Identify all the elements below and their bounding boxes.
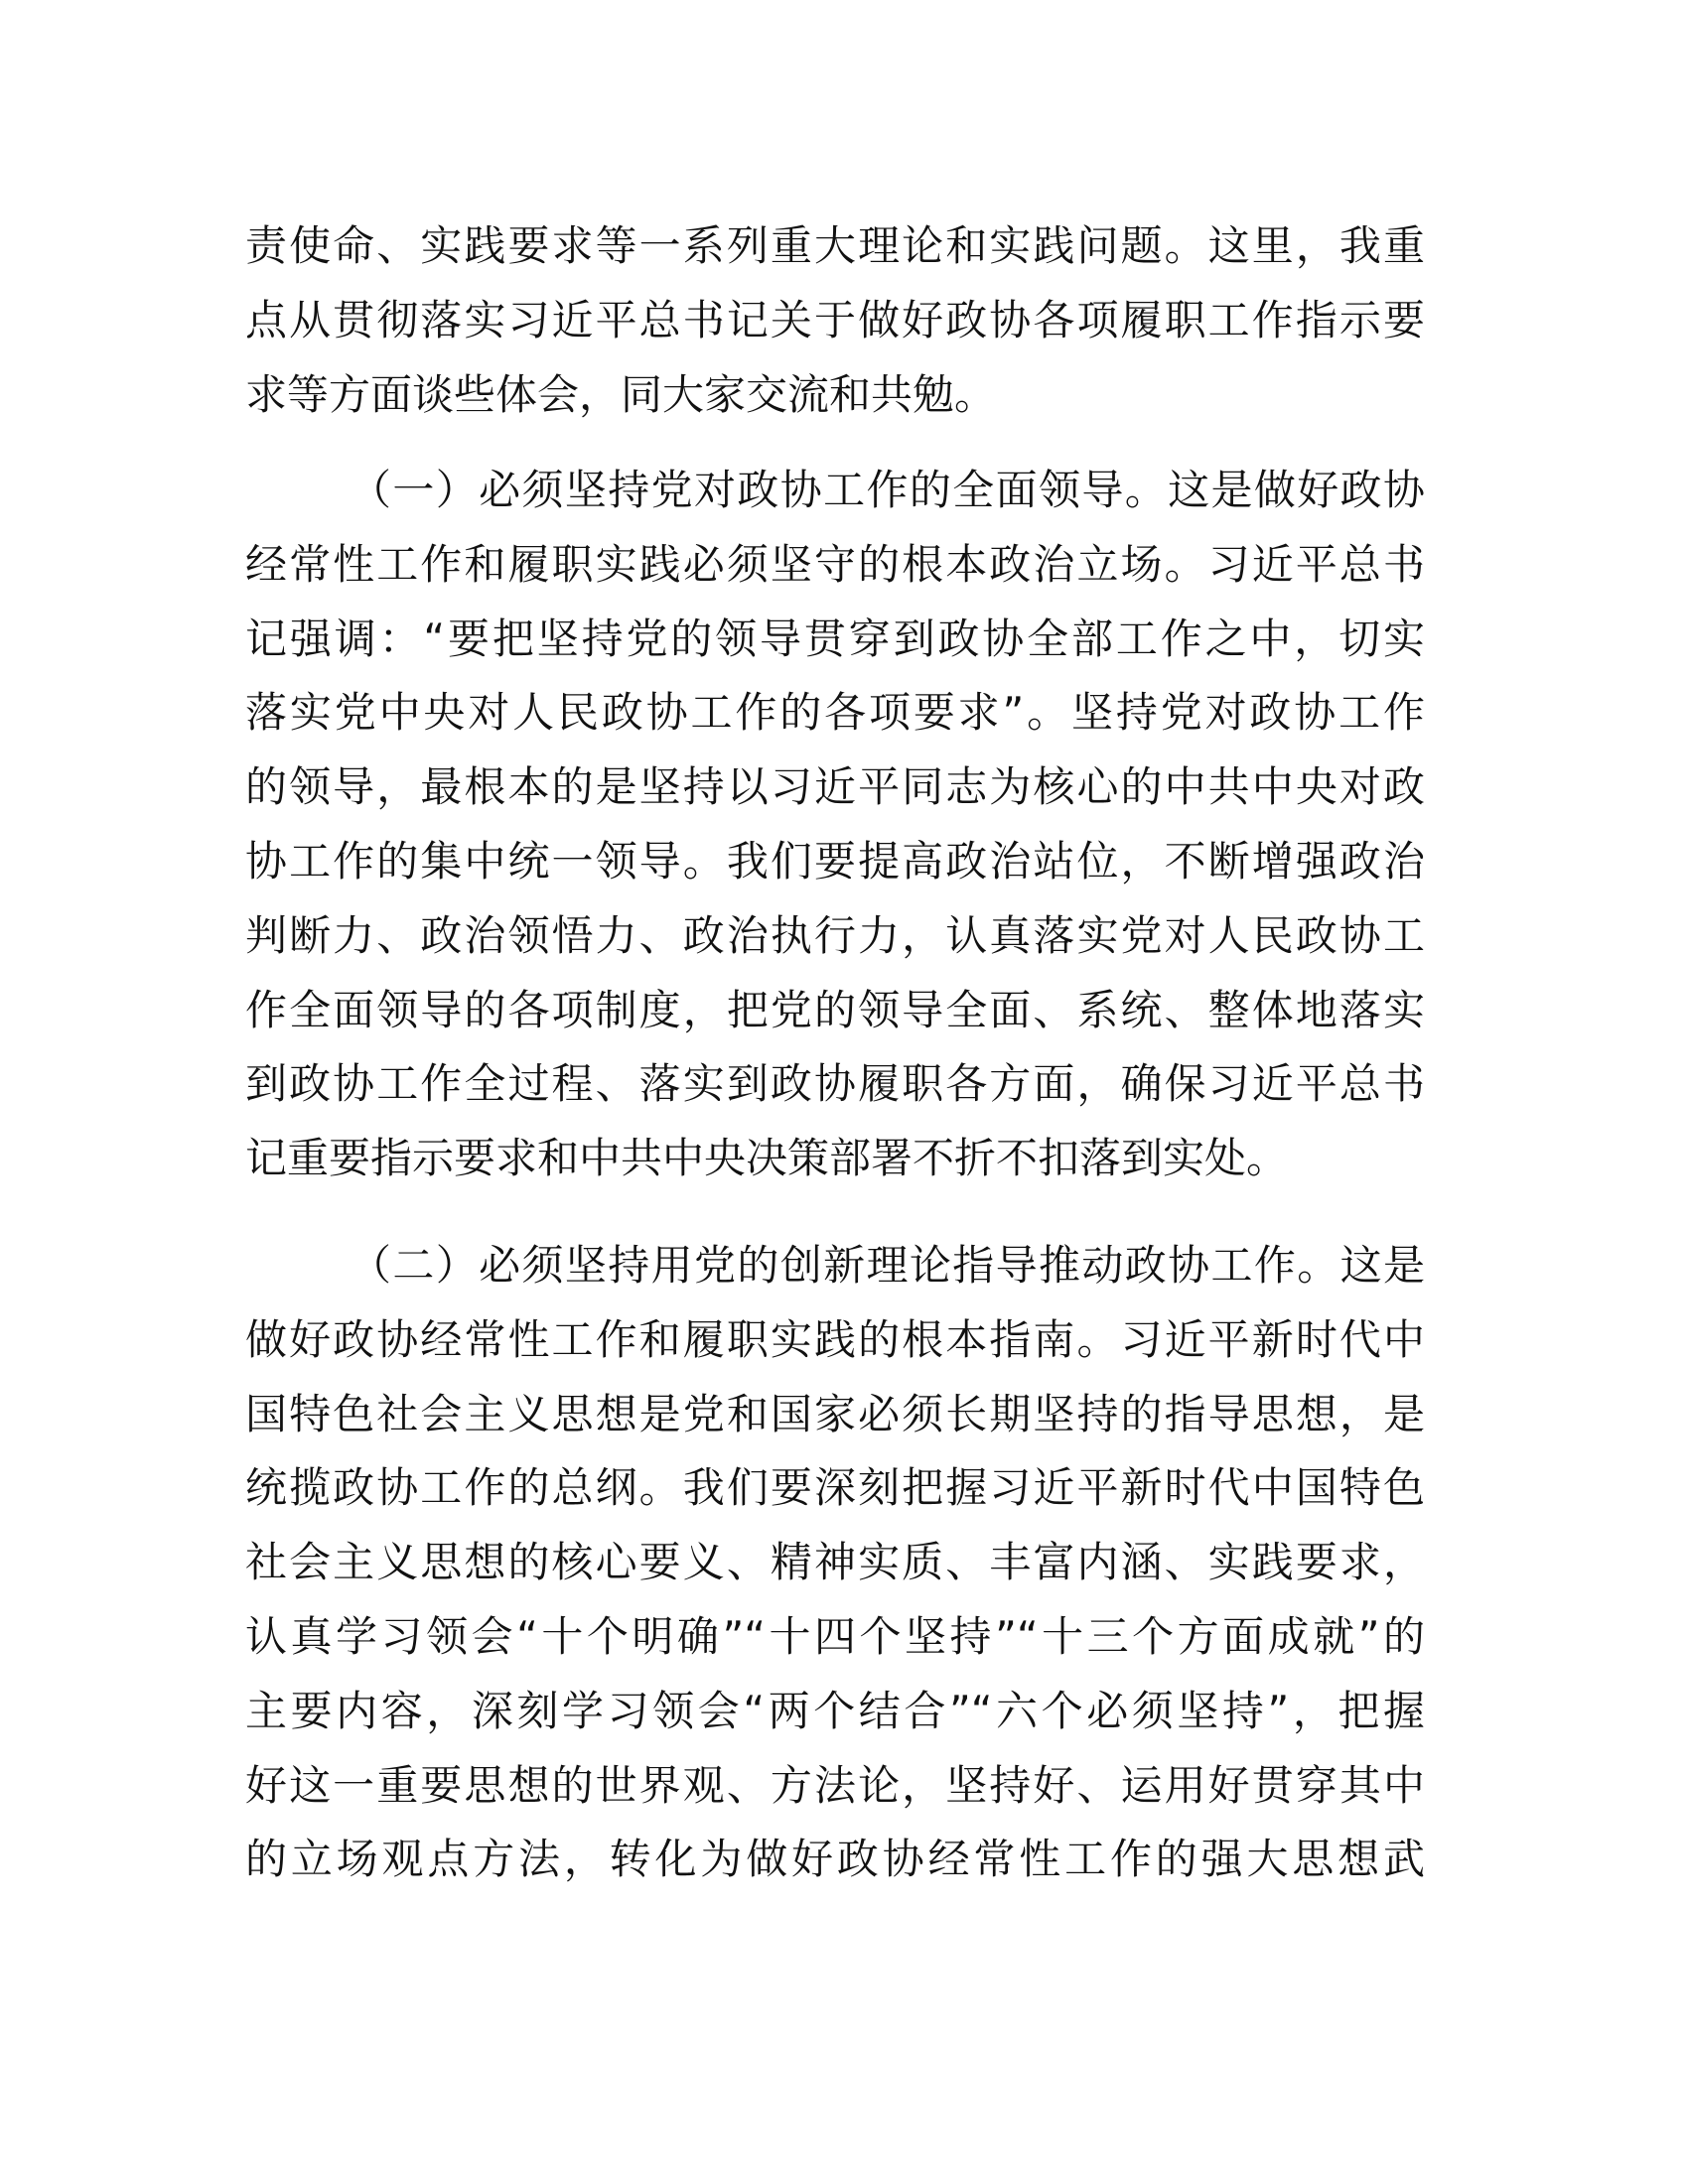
paragraph-3-line: 的立场观点方法，转化为做好政协经常性工作的强大思想武 [245,1835,1425,1884]
paragraph-2-line: 作全面领导的各项制度，把党的领导全面、系统、整体地落实 [245,985,1425,1034]
paragraph-3-line: 好这一重要思想的世界观、方法论，坚持好、运用好贯穿其中 [245,1760,1425,1810]
paragraph-2-line: 记重要指示要求和中共中央决策部署不折不扣落到实处。 [245,1134,1289,1183]
paragraph-2-line: 协工作的集中统一领导。我们要提高政治站位，不断增强政治 [245,837,1425,886]
paragraph-1-line: 责使命、实践要求等一系列重大理论和实践问题。这里，我重 [245,221,1425,270]
paragraph-2-line: 的领导，最根本的是坚持以习近平同志为核心的中共中央对政 [245,762,1425,812]
paragraph-2-line: 经常性工作和履职实践必须坚守的根本政治立场。习近平总书 [245,539,1425,589]
paragraph-2-line: （一）必须坚持党对政协工作的全面领导。这是做好政协 [350,466,1425,514]
paragraph-3-line: 国特色社会主义思想是党和国家必须长期坚持的指导思想，是 [245,1389,1425,1438]
paragraph-3-line: 做好政协经常性工作和履职实践的根本指南。习近平新时代中 [245,1314,1425,1364]
paragraph-2-line: 记强调：“要把坚持党的领导贯穿到政协全部工作之中，切实 [245,614,1425,663]
paragraph-2-line: 到政协工作全过程、落实到政协履职各方面，确保习近平总书 [245,1059,1425,1109]
paragraph-3-line: 主要内容，深刻学习领会“两个结合”“六个必须坚持”，把握 [245,1686,1425,1735]
paragraph-2-line: 落实党中央对人民政协工作的各项要求”。坚持党对政协工作 [245,688,1425,738]
paragraph-3-line: 认真学习领会“十个明确”“十四个坚持”“十三个方面成就”的 [245,1612,1425,1661]
paragraph-1-line: 求等方面谈些体会，同大家交流和共勉。 [245,369,997,419]
paragraph-3-line: 社会主义思想的核心要义、精神实质、丰富内涵、实践要求， [245,1538,1425,1587]
paragraph-3-line: 统揽政协工作的总纲。我们要深刻把握习近平新时代中国特色 [245,1463,1425,1513]
paragraph-3-line: （二）必须坚持用党的创新理论指导推动政协工作。这是 [350,1241,1425,1290]
paragraph-1-line: 点从贯彻落实习近平总书记关于做好政协各项履职工作指示要 [245,295,1425,344]
paragraph-2-line: 判断力、政治领悟力、政治执行力，认真落实党对人民政协工 [245,910,1425,960]
